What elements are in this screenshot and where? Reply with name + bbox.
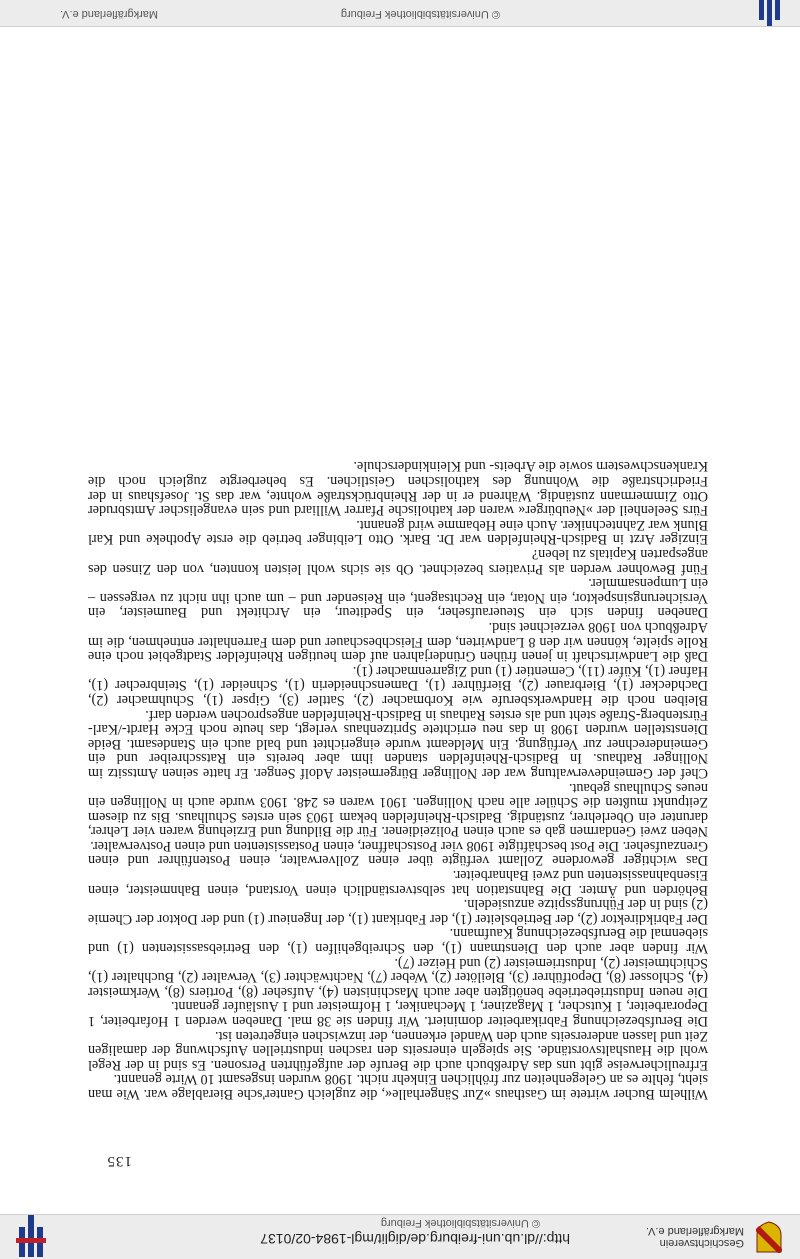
coat-of-arms-icon [756,1221,782,1253]
society-logo-text: Geschichtsverein Markgräflerland e.V. [645,1225,744,1249]
paragraph: Die Berufsbezeichnung Fabrikarbeiter dominiert. Wir finden sie 38 mal. Daneben werden 1 Hofarbeiter, 1 Deporarbeiter, 1 Kutscher, 1 Magaziner, 1 Mechaniker, 1 Hofmeister und 1 Ausläufer genannt. [88,998,708,1030]
university-library-icon [16,1215,46,1257]
paragraph: Fürs Seelenheil der »Neubürger« waren der katholische Pfarrer Williard und sein evangelischer Amtsbruder Otto Zimmermann zuständig. Während er in der Rheinbrückstraße wohnte, war das St. Josefshaus in der Friedrichstraße die Wohnung des katholischen Geistlichen. Es beherbergte zugleich noch die Krankenschwestern sowie die Arbeits- und Kleinkinderschule. [88,458,708,519]
body-text [88,459,708,1101]
paragraph: Bleiben noch die Handwerksberufe wie Korbmacher (2), Sattler (3), Gipser (1), Schuhmacher (2), Dachdecker (1), Bierbrauer (2), Bierführer (1), Damenschneiderin (1), Schneider (1), Steinbrecher (1), Hafner (1), Küfer (11), Cementier (1) und Zigarrenmacher (1). [88,662,708,708]
paragraph: Die neuen Industriebetriebe benötigten aber auch Maschinisten (4), Aufseher (8), Portiers (8), Werkmeister (4), Schlosser (8), Depotführer (3), Bleilöter (2), Weber (7), Nachtwächter (3), Verwalter (2), Buchhalter (1), Schichtmeister (2), Industriemeister (2) und Heizer (7). [88,954,708,1000]
paragraph: Behörden und Ämter. Die Bahnstation hat selbstverständlich einen Vorstand, einen Bahnmeister, einen Eisenbahnassistenten und zwei Bahnarbeiter. [88,867,708,898]
page-number: 135 [106,1153,132,1169]
paragraph: Einziger Arzt in Badisch-Rheinfelden war Dr. Bark. Otto Leibinger betrieb die erste Apotheke und Karl Blunk war Zahntechniker. Auch eine Hebamme wird genannt. [88,516,708,548]
university-library-icon [758,0,782,26]
copyright-notice: © Universitätsbibliothek Freiburg [340,8,500,20]
society-name: Markgräflerland e.V. [60,8,159,20]
paragraph: Chef der Gemeindeverwaltung war der Nollinger Bürgermeister Adolf Senger. Er hatte seinen Amtssitz im Nollinger Rathaus. In Badisch-Rheinfelden standen ihm aber bereits ein Ratsschreiber und ein Gemeinderechner zur Verfügung. Ein Meldeamt wurde eingerichtet und bald auch ein Standesamt. Beide Dienststellen wurden 1908 in das neu errichtete Spritzenhaus verlegt, das heute noch Ecke Hardt-/Karl-Fürstenberg-Straße steht und als erstes Rathaus in Badisch-Rheinfelden angesprochen werden darf. [88,706,708,781]
paragraph: Wir finden aber auch den Dienstmann (1), den Schreibgehilfen (1), den Betriebsassistenten (1) und siebenmal die Berufsbezeichnung Kaufmann. [88,925,708,957]
paragraph: Das wichtiger gewordene Zollamt verfügte über einen Zollverwalter, einen Postenführer und einen Grenzaufseher. Die Post beschäftigte 1908 vier Postschaffner, einen Postassistenten und einen Postverwalter. [88,837,708,869]
copyright-notice: © Universitätsbibliothek Freiburg [380,1217,540,1229]
viewer-footer [0,0,800,27]
paragraph: Daß die Landwirtschaft in jenen frühen Gründerjahren auf dem heutigen Rheinfelder Stadtgebiet noch eine Rolle spielte, können wir den 8 Landwirten, dem Fleischbeschauer und dem Farrenhalter entnehmen, die im Adreßbuch von 1908 verzeichnet sind. [88,619,708,665]
paragraph: Fünf Bewohner werden als Privatiers bezeichnet. Ob sie sichs wohl leisten konnten, von den Zinsen des angesparten Kapitals zu leben? [88,546,708,577]
paragraph: Neben zwei Gendarmen gab es auch einen Polizeidiener. Für die Bildung und Erziehung waren vier Lehrer, darunter ein Oberlehrer, zuständig. Badisch-Rheinfelden bekam 1903 sein erstes Schulhaus. Bis zu diesem Zeitpunkt mußten die Schüler alle nach Nollingen. 1901 waren es 248. 1903 wurde auch in Nollingen ein neues Schulhaus gebaut. [88,779,708,840]
viewer-header [0,1214,800,1259]
document-url[interactable]: http://dl.ub.uni-freiburg.de/diglit/mgl-1984-02/0137 [260,1231,570,1247]
paragraph: Der Fabrikdirektor (2), der Betriebsleiter (1), der Fabrikant (1), der Ingenieur (1) und der Doktor der Chemie (2) sind in der Führungsspitze anzusiedeln. [88,896,708,927]
paragraph: Daneben finden sich ein Steueraufseher, ein Spediteur, ein Architekt und Baumeister, ein Versicherungsinspektor, ein Notar, ein Rechtsagent, ein Reisender und – um auch ihn nicht zu vergessen – ein Lumpensammler. [88,575,708,621]
paragraph: Erfreulicherweise gibt uns das Adreßbuch auch die Berufe der aufgeführten Personen. Es sind in der Regel wohl die Haushaltsvorstände. Sie spiegeln einerseits den raschen industriellen Aufschwung der damaligen Zeit und lassen andererseits auch den Wandel erkennen, der inzwischen eingetreten ist. [88,1027,708,1073]
paragraph: Wilhelm Bucher wirtete im Gasthaus »Zur Sängerhalle«, die zugleich Ganter'sche Bierablage war. Wie man sieht, fehlte es an Gelegenheiten zur fröhlichen Einkehr nicht. 1908 wurden insgesamt 10 Wirte genannt. [88,1071,708,1102]
